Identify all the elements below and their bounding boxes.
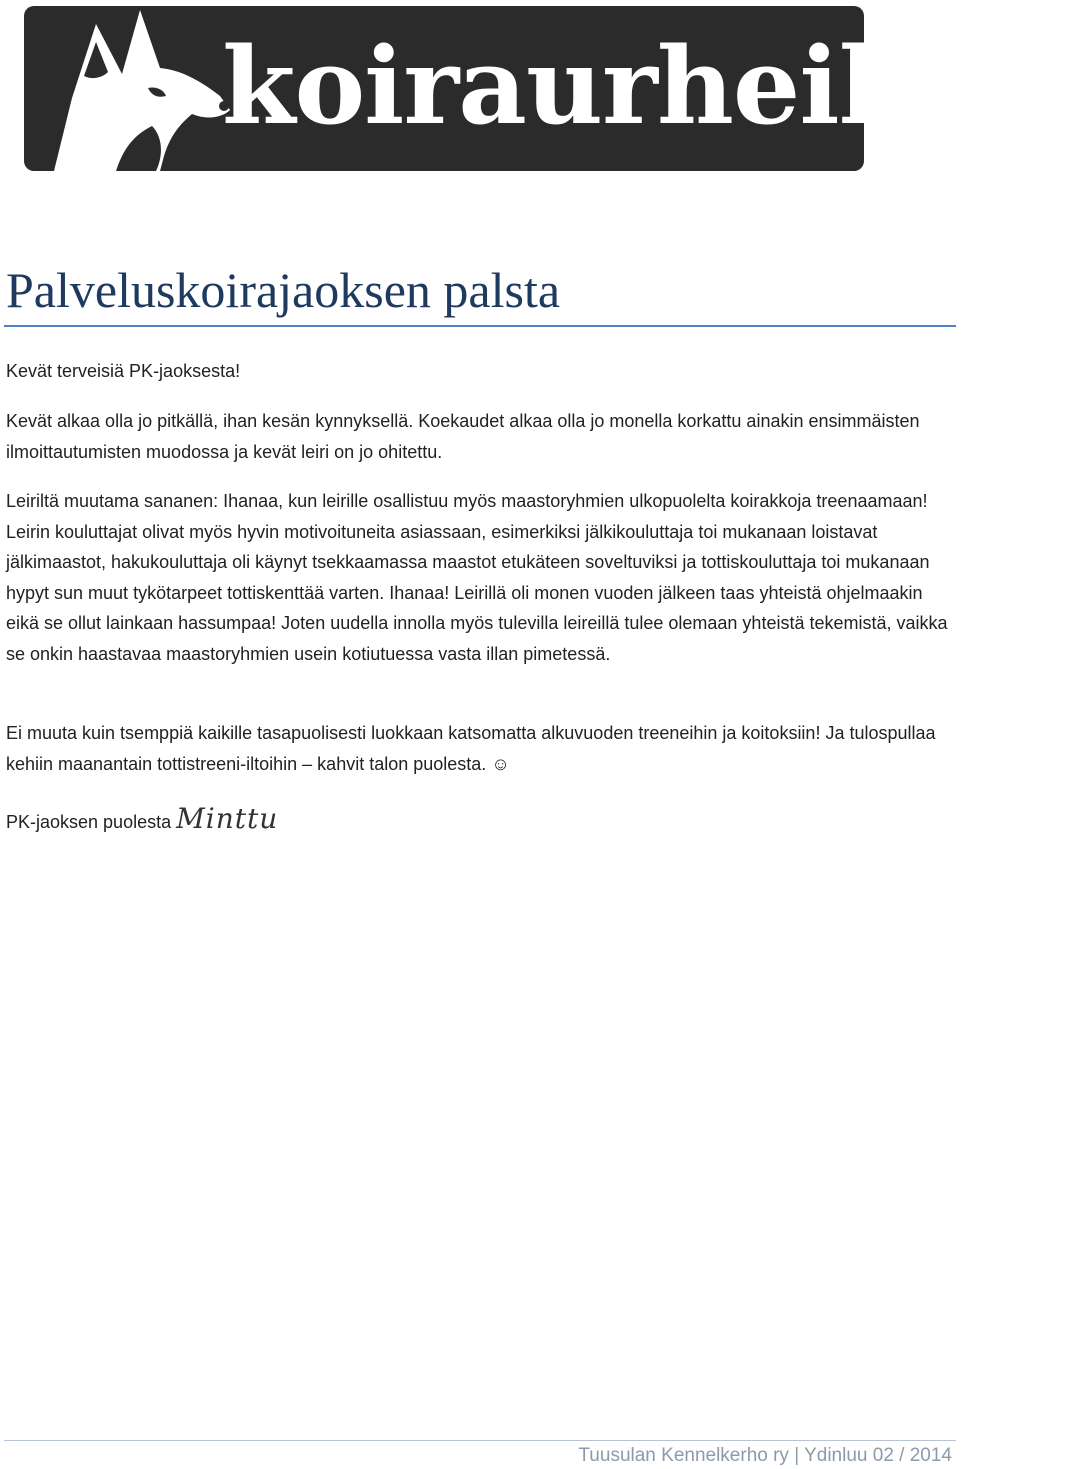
paragraph-3 <box>6 718 950 779</box>
sign-prefix: PK-jaoksen puolesta <box>6 812 172 832</box>
paragraph-1: Kevät alkaa olla jo pitkällä, ihan kesän kynnyksellä. Koekaudet alkaa olla jo monella korkattu ainakin ensimmäisten ilmoittautumisten muodossa ja kevät leiri on jo ohitettu. <box>6 411 920 462</box>
paragraph-2: Leiriltä muutama sananen: Ihanaa, kun leirille osallistuu myös maastoryhmien ulkopuolelta koirakkoja treenaamaan! Leirin kouluttajat olivat myös hyvin motivoituneita asiassaan, esimerkiksi jälkikouluttaja toi mukanaan loistavat jälkimaastot, hakukouluttaja oli käynyt tsekkaamassa maastot etukäteen soveltuviksi ja tottiskouluttaja toi mukanaan hypyt sun muut tykötarpeet tottiskenttää varten. Ihanaa! Leirillä oli monen vuoden jälkeen taas yhteistä ohjelmaakin eikä se ollut lainkaan hassumpaa! Joten uudella innolla myös tulevilla leireillä tulee olemaan yhteistä tekemistä, vaikka se onkin haastavaa maastoryhmien usein kotiutuessa vasta illan pimetessä. <box>6 491 948 664</box>
logo-text: koiraurheilu.fi <box>222 23 1074 148</box>
signature-line <box>6 804 278 838</box>
dog-head-icon <box>24 6 234 171</box>
greeting: Kevät terveisiä PK-jaoksesta! <box>6 361 241 381</box>
signature: Minttu <box>176 802 279 835</box>
footer-divider <box>4 1440 956 1441</box>
title-divider <box>4 325 956 327</box>
site-logo-banner <box>24 6 1074 171</box>
smiley-icon: ☺ <box>491 753 510 774</box>
page-title: Palveluskoirajaoksen palsta <box>6 262 561 318</box>
page-footer: Tuusulan Kennelkerho ry | Ydinluu 02 / 2014 <box>578 1445 952 1466</box>
paragraph-3-text: Ei muuta kuin tsemppiä kaikille tasapuolisesti luokkaan katsomatta alkuvuoden treeneihin ja koitoksiin! Ja tulospullaa kehiin maanantain tottistreeni-iltoihin – kahvit talon puolesta. <box>6 723 936 774</box>
